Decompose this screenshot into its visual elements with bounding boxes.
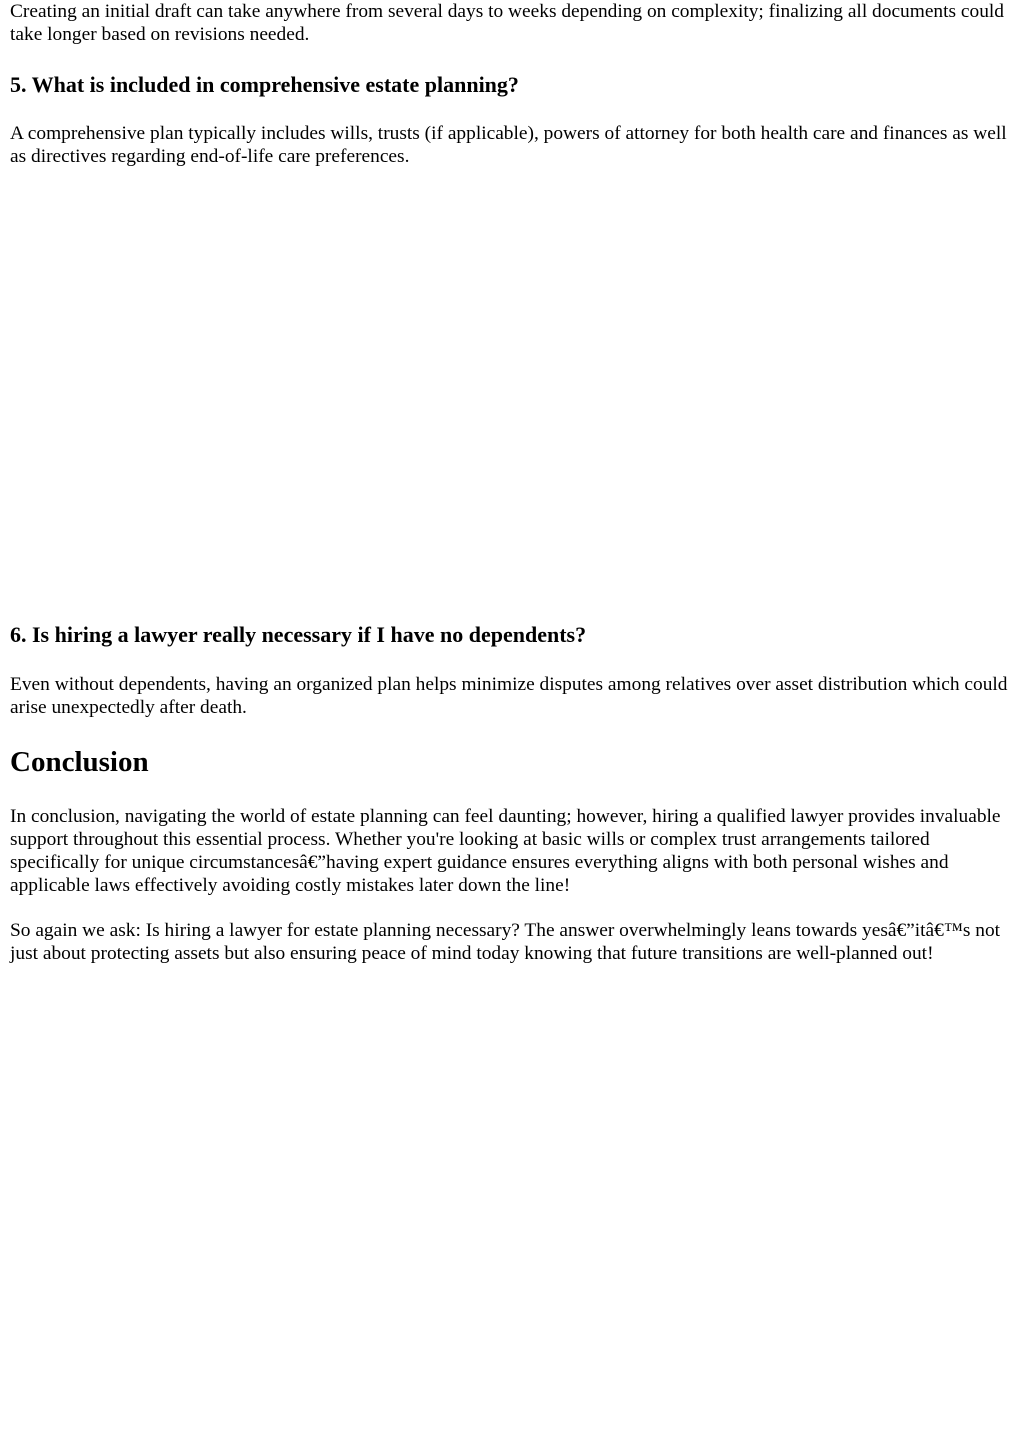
- conclusion-paragraph-1: In conclusion, navigating the world of estate planning can feel daunting; however, hiring a qualified lawyer provides invaluable support throughout this essential process. Whether you're looking at basic wills or complex trust arrangements tailored specifically for unique circumstancesâ€”having expert guidance ensures everything aligns with both personal wishes and applicable laws effectively avoiding costly mistakes later down the line!: [10, 806, 1001, 896]
- blank-space: [10, 180, 1010, 610]
- conclusion-paragraph-2: So again we ask: Is hiring a lawyer for estate planning necessary? The answer overwhelmingly leans towards yesâ€”itâ€™s not just about protecting assets but also ensuring peace of mind today knowing that future transitions are well-planned out!: [10, 920, 1001, 964]
- paragraph-intro: Creating an initial draft can take anywhere from several days to weeks depending on complexity; finalizing all documents could take longer based on revisions needed.: [10, 1, 1004, 45]
- faq-heading-q5: 5. What is included in comprehensive estate planning?: [10, 72, 519, 97]
- faq-answer-q6: Even without dependents, having an organized plan helps minimize disputes among relatives over asset distribution which could arise unexpectedly after death.: [10, 674, 1008, 718]
- faq-answer-q5: A comprehensive plan typically includes wills, trusts (if applicable), powers of attorney for both health care and finances as well as directives regarding end-of-life care preferences.: [10, 123, 1007, 167]
- faq-heading-q6: 6. Is hiring a lawyer really necessary if I have no dependents?: [10, 622, 587, 647]
- conclusion-heading: Conclusion: [10, 746, 149, 778]
